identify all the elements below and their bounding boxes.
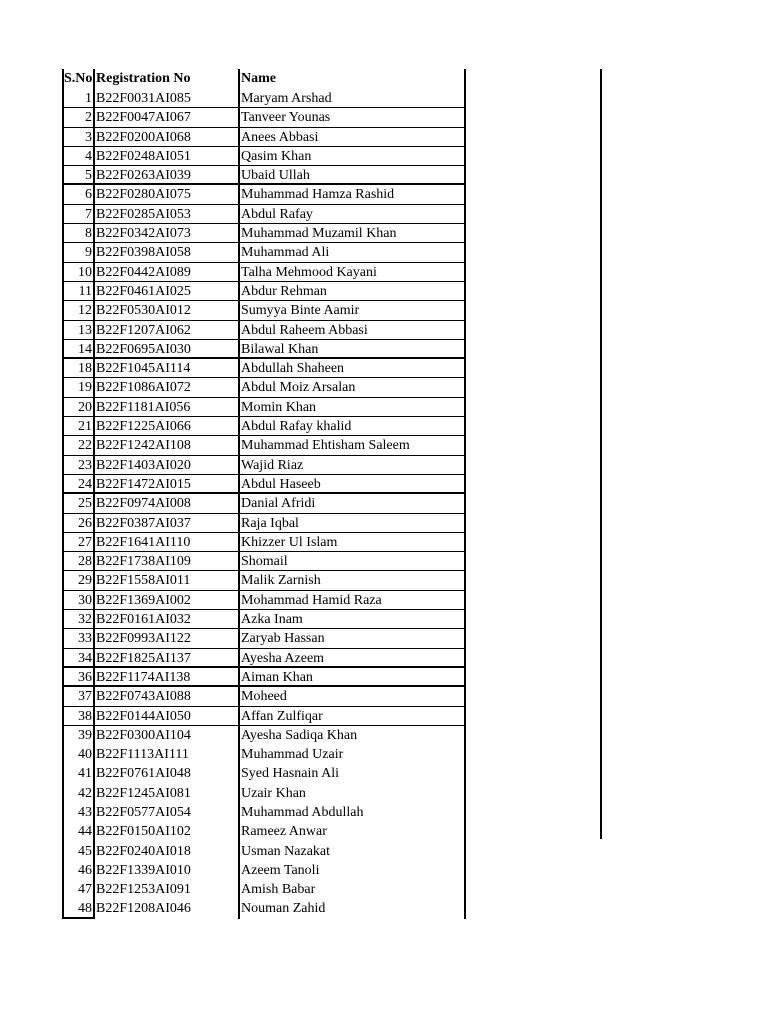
cell-name: Amish Babar [240, 880, 466, 899]
table-row [62, 359, 466, 378]
cell-name: Ubaid Ullah [240, 166, 466, 185]
cell-sno: 19 [62, 378, 95, 397]
table-row [62, 552, 466, 571]
cell-name: Azeem Tanoli [240, 861, 466, 880]
cell-sno: 40 [62, 745, 95, 764]
cell-registration: B22F0280AI075 [95, 185, 240, 204]
cell-registration: B22F0240AI018 [95, 842, 240, 861]
cell-name: Maryam Arshad [240, 89, 466, 108]
cell-sno: 46 [62, 861, 95, 880]
cell-name: Sumyya Binte Aamir [240, 301, 466, 320]
cell-sno: 32 [62, 610, 95, 629]
cell-name: Muhammad Ali [240, 243, 466, 262]
cell-sno: 9 [62, 243, 95, 262]
table-row [62, 205, 466, 224]
cell-sno: 5 [62, 166, 95, 185]
cell-name: Wajid Riaz [240, 456, 466, 475]
cell-registration: B22F1253AI091 [95, 880, 240, 899]
cell-registration: B22F0993AI122 [95, 629, 240, 648]
cell-registration: B22F1113AI111 [95, 745, 240, 764]
cell-registration: B22F0248AI051 [95, 147, 240, 166]
cell-registration: B22F1245AI081 [95, 784, 240, 803]
cell-name: Talha Mehmood Kayani [240, 263, 466, 282]
table-row [62, 398, 466, 417]
table-row [62, 340, 466, 359]
cell-name: Bilawal Khan [240, 340, 466, 359]
cell-registration: B22F1641AI110 [95, 533, 240, 552]
cell-name: Aiman Khan [240, 668, 466, 687]
cell-name: Raja Iqbal [240, 514, 466, 533]
cell-name: Zaryab Hassan [240, 629, 466, 648]
cell-sno: 26 [62, 514, 95, 533]
cell-name: Muhammad Abdullah [240, 803, 466, 822]
table-row [62, 687, 466, 706]
cell-name: Muhammad Uzair [240, 745, 466, 764]
cell-registration: B22F1181AI056 [95, 398, 240, 417]
cell-name: Uzair Khan [240, 784, 466, 803]
cell-sno: 14 [62, 340, 95, 359]
cell-registration: B22F1369AI002 [95, 591, 240, 610]
table-row [62, 494, 466, 513]
cell-sno: 28 [62, 552, 95, 571]
cell-registration: B22F1242AI108 [95, 436, 240, 455]
cell-registration: B22F0263AI039 [95, 166, 240, 185]
cell-name: Usman Nazakat [240, 842, 466, 861]
cell-registration: B22F1208AI046 [95, 899, 240, 918]
cell-sno: 27 [62, 533, 95, 552]
cell-sno: 33 [62, 629, 95, 648]
cell-registration: B22F0047AI067 [95, 108, 240, 127]
cell-registration: B22F0398AI058 [95, 243, 240, 262]
table-row [62, 378, 466, 397]
cell-registration: B22F1825AI137 [95, 649, 240, 668]
table-row [62, 764, 466, 783]
table-row [62, 282, 466, 301]
table-row [62, 514, 466, 533]
cell-sno: 36 [62, 668, 95, 687]
cell-name: Qasim Khan [240, 147, 466, 166]
cell-name: Abdul Moiz Arsalan [240, 378, 466, 397]
table-row [62, 475, 466, 494]
cell-registration: B22F0387AI037 [95, 514, 240, 533]
cell-registration: B22F0161AI032 [95, 610, 240, 629]
cell-registration: B22F0144AI050 [95, 707, 240, 726]
table-row [62, 842, 466, 861]
cell-name: Syed Hasnain Ali [240, 764, 466, 783]
page-column-rule [600, 69, 602, 839]
cell-sno: 3 [62, 128, 95, 147]
cell-sno: 47 [62, 880, 95, 899]
table-row [62, 726, 466, 745]
cell-sno: 4 [62, 147, 95, 166]
table-row [62, 822, 466, 841]
cell-sno: 25 [62, 494, 95, 513]
cell-name: Ayesha Azeem [240, 649, 466, 668]
cell-sno: 39 [62, 726, 95, 745]
table-row [62, 784, 466, 803]
cell-name: Mohammad Hamid Raza [240, 591, 466, 610]
table-row [62, 224, 466, 243]
table-row [62, 456, 466, 475]
table-row [62, 147, 466, 166]
cell-name: Khizzer Ul Islam [240, 533, 466, 552]
table-row [62, 89, 466, 108]
cell-registration: B22F0031AI085 [95, 89, 240, 108]
cell-registration: B22F1086AI072 [95, 378, 240, 397]
table-row [62, 629, 466, 648]
cell-name: Ayesha Sadiqa Khan [240, 726, 466, 745]
cell-name: Momin Khan [240, 398, 466, 417]
cell-registration: B22F1738AI109 [95, 552, 240, 571]
cell-sno: 45 [62, 842, 95, 861]
cell-name: Abdul Rafay khalid [240, 417, 466, 436]
cell-name: Muhammad Hamza Rashid [240, 185, 466, 204]
table-row [62, 166, 466, 185]
cell-sno: 1 [62, 89, 95, 108]
cell-name: Nouman Zahid [240, 899, 466, 918]
table-row [62, 108, 466, 127]
table-row [62, 668, 466, 687]
table-row [62, 321, 466, 340]
table-row [62, 417, 466, 436]
cell-sno: 29 [62, 571, 95, 590]
table-row [62, 861, 466, 880]
table-row [62, 591, 466, 610]
cell-registration: B22F0285AI053 [95, 205, 240, 224]
cell-name: Abdullah Shaheen [240, 359, 466, 378]
cell-name: Rameez Anwar [240, 822, 466, 841]
cell-name: Abdul Raheem Abbasi [240, 321, 466, 340]
cell-registration: B22F1225AI066 [95, 417, 240, 436]
table-row [62, 243, 466, 262]
column-header-registration: Registration No [95, 69, 240, 89]
cell-registration: B22F0761AI048 [95, 764, 240, 783]
table-row [62, 899, 466, 918]
cell-registration: B22F0461AI025 [95, 282, 240, 301]
cell-sno: 11 [62, 282, 95, 301]
cell-registration: B22F0342AI073 [95, 224, 240, 243]
table-row [62, 649, 466, 668]
cell-sno: 37 [62, 687, 95, 706]
cell-name: Abdur Rehman [240, 282, 466, 301]
cell-name: Malik Zarnish [240, 571, 466, 590]
cell-registration: B22F0695AI030 [95, 340, 240, 359]
cell-registration: B22F0974AI008 [95, 494, 240, 513]
cell-sno: 44 [62, 822, 95, 841]
table-row [62, 263, 466, 282]
cell-registration: B22F1174AI138 [95, 668, 240, 687]
table-row [62, 610, 466, 629]
cell-registration: B22F0577AI054 [95, 803, 240, 822]
cell-name: Azka Inam [240, 610, 466, 629]
table-row [62, 803, 466, 822]
cell-name: Tanveer Younas [240, 108, 466, 127]
cell-name: Danial Afridi [240, 494, 466, 513]
cell-registration: B22F0743AI088 [95, 687, 240, 706]
cell-registration: B22F0200AI068 [95, 128, 240, 147]
cell-sno: 10 [62, 263, 95, 282]
cell-name: Anees Abbasi [240, 128, 466, 147]
cell-sno: 41 [62, 764, 95, 783]
table-row [62, 301, 466, 320]
cell-registration: B22F1472AI015 [95, 475, 240, 494]
cell-name: Moheed [240, 687, 466, 706]
cell-sno: 24 [62, 475, 95, 494]
cell-name: Abdul Haseeb [240, 475, 466, 494]
cell-registration: B22F1403AI020 [95, 456, 240, 475]
table-row [62, 436, 466, 455]
table-row [62, 533, 466, 552]
cell-registration: B22F0150AI102 [95, 822, 240, 841]
cell-sno: 13 [62, 321, 95, 340]
cell-sno: 20 [62, 398, 95, 417]
cell-sno: 42 [62, 784, 95, 803]
cell-sno: 23 [62, 456, 95, 475]
cell-name: Affan Zulfiqar [240, 707, 466, 726]
table-row [62, 571, 466, 590]
cell-registration: B22F1558AI011 [95, 571, 240, 590]
cell-registration: B22F0442AI089 [95, 263, 240, 282]
cell-sno: 38 [62, 707, 95, 726]
student-list-table [62, 69, 466, 919]
cell-registration: B22F1045AI114 [95, 359, 240, 378]
column-header-sno: S.No [62, 69, 95, 89]
cell-sno: 8 [62, 224, 95, 243]
table-row [62, 745, 466, 764]
cell-sno: 7 [62, 205, 95, 224]
cell-sno: 18 [62, 359, 95, 378]
cell-sno: 21 [62, 417, 95, 436]
cell-registration: B22F1207AI062 [95, 321, 240, 340]
cell-sno: 2 [62, 108, 95, 127]
cell-sno: 48 [62, 899, 95, 918]
table-row [62, 707, 466, 726]
cell-sno: 22 [62, 436, 95, 455]
cell-name: Muhammad Ehtisham Saleem [240, 436, 466, 455]
cell-registration: B22F0300AI104 [95, 726, 240, 745]
cell-sno: 6 [62, 185, 95, 204]
cell-sno: 43 [62, 803, 95, 822]
table-row [62, 128, 466, 147]
cell-sno: 12 [62, 301, 95, 320]
table-header-row [62, 69, 466, 89]
cell-registration: B22F1339AI010 [95, 861, 240, 880]
cell-name: Shomail [240, 552, 466, 571]
table-row [62, 185, 466, 204]
cell-sno: 30 [62, 591, 95, 610]
cell-name: Muhammad Muzamil Khan [240, 224, 466, 243]
cell-registration: B22F0530AI012 [95, 301, 240, 320]
column-header-name: Name [240, 69, 466, 89]
cell-name: Abdul Rafay [240, 205, 466, 224]
cell-sno: 34 [62, 649, 95, 668]
table-body [62, 89, 466, 919]
table-row [62, 880, 466, 899]
